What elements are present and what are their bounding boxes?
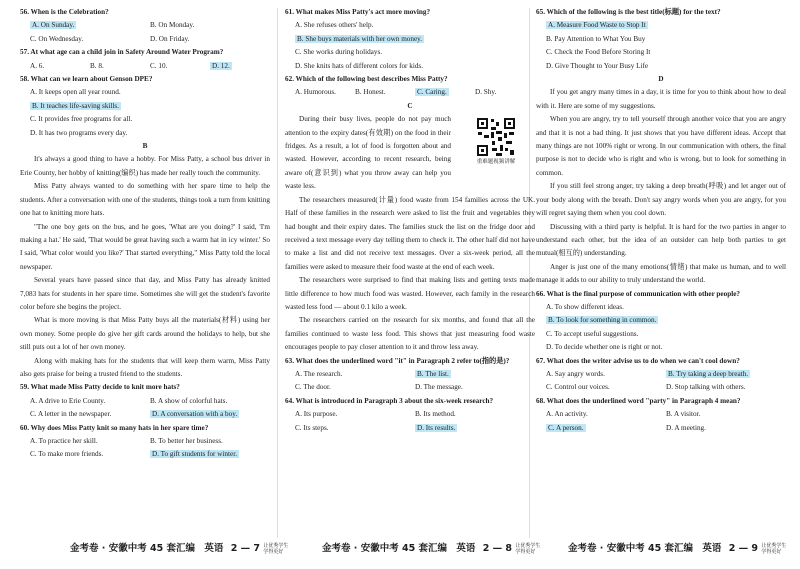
column-divider-1 [277, 8, 278, 538]
option-68d[interactable]: D. A meeting. [666, 423, 706, 432]
passage-c-p3: The researchers were surprised to find that making lists and getting texts made little difference to how much food was wasted. However, each family in the research wasted less food — about 0.1 kilo a week. [285, 276, 535, 311]
option-65b[interactable]: B. Pay Attention to What You Buy [546, 34, 646, 43]
passage-d-p1: If you get angry many times in a day, it is time for you to think about how to deal with it. Here are some of my suggestions. [536, 88, 786, 110]
passage-d-p2: When you are angry, try to tell yourself through another voice that you are angry and that it is not a bad thing. It just shows that you have different ideas. Accept that many things are not 100% right or wrong. In our communication with others, the final purpose is not to decide who is right and who is wrong, but to look for something in common. [536, 115, 786, 177]
qr-code-block[interactable] [457, 117, 535, 166]
option-68b[interactable]: B. A visitor. [666, 410, 701, 419]
passage-d-p4: Discussing with a third party is helpful. It is hard for the two parties in anger to understand each other, but the idea of an outsider can help both parties to get mutual(相互的) understanding. [536, 222, 786, 258]
qr-caption: 重难题视频讲解 [476, 159, 516, 166]
option-60d[interactable]: D. To gift students for winter. [152, 450, 238, 459]
footer-note: 让优秀学生 [515, 542, 541, 549]
passage-c-p1: During their busy lives, people do not pay much attention to the expiry dates(有效期) on the food in their fridges. As a result, a lot of food is forgotten about and wasted. However, according to recent research, being aware of(意识到) what you throw away can help you waste less. [285, 115, 451, 191]
question-63: 63. What does the underlined word "it" in Paragraph 2 refer to(指的是)? [285, 356, 510, 365]
footer-subject: 英语 [204, 543, 224, 554]
option-57c[interactable]: C. 10. [150, 61, 168, 70]
option-66c[interactable]: C. To accept useful suggestions. [546, 329, 639, 338]
option-60b[interactable]: B. To better her business. [150, 437, 223, 445]
passage-b-p4: Several years have passed since that day, and Miss Patty has already knitted 7,083 hats for students in her spare time. Sometimes she will get the student's favorite color before she begins the project. [20, 276, 270, 311]
question-66: 66. What is the final purpose of communication with other people? [536, 289, 740, 298]
option-61d[interactable]: D. She knits hats of different colors for kids. [295, 61, 424, 70]
passage-b-p5: What is more moving is that Miss Patty buys all the materials(材料) using her own money. Some people do give her gift cards around the holidays to help, but she still puts out a lot of her own money. [20, 316, 270, 352]
footer-note: 让优秀学生 [761, 542, 787, 549]
footer-note: 学得更好 [263, 548, 284, 555]
option-61b[interactable]: B. She buys materials with her own money. [297, 34, 423, 43]
footer-subject: 英语 [702, 543, 722, 554]
footer-title: 金考卷 · 安徽中考 45 套汇编 [568, 543, 694, 554]
option-59a[interactable]: A. A drive to Erie County. [30, 396, 106, 405]
question-57: 57. At what age can a child join in Safety Around Water Program? [20, 48, 224, 57]
page-footer-7 [70, 540, 288, 555]
question-65: 65. Which of the following is the best title(标题) for the text? [536, 8, 721, 16]
option-66d[interactable]: D. To decide whether one is right or not. [546, 343, 663, 352]
footer-title: 金考卷 · 安徽中考 45 套汇编 [70, 543, 196, 554]
question-64: 64. What is introduced in Paragraph 3 about the six-week research? [285, 396, 494, 405]
question-60: 60. Why does Miss Patty knit so many hats in her spare time? [20, 423, 209, 432]
question-61: 61. What makes Miss Patty's act more moving? [285, 8, 431, 16]
option-62c[interactable]: C. Caring. [417, 88, 447, 97]
option-56a[interactable]: A. On Sunday. [32, 21, 75, 30]
page-column-1 [20, 6, 270, 462]
option-64c[interactable]: C. Its steps. [295, 423, 329, 432]
option-67a[interactable]: A. Say angry words. [546, 369, 605, 378]
passage-b-p6: Along with making hats for the students that will keep them warm, Miss Patty also gets praise for being a trusted friend to the students. [20, 356, 270, 378]
passage-d-p5: Anger is just one of the many emotions(情绪) that make us human, and to well manage it adds to our ability to truly understand the world. [536, 262, 786, 285]
question-68: 68. What does the underlined word "party" in Paragraph 4 mean? [536, 396, 741, 405]
section-heading-b: B [142, 142, 148, 151]
option-66a[interactable]: A. To show different ideas. [546, 302, 624, 311]
option-68a[interactable]: A. An activity. [546, 410, 588, 419]
page-footer-9 [568, 540, 786, 555]
footer-page-number: 2 — 7 [230, 543, 261, 554]
section-heading-d: D [658, 75, 664, 84]
option-62d[interactable]: D. Shy. [475, 88, 497, 97]
question-58: 58. What can we learn about Genson DPE? [20, 75, 153, 84]
option-64a[interactable]: A. Its purpose. [295, 410, 338, 419]
option-63b[interactable]: B. The list. [417, 369, 449, 378]
option-63c[interactable]: C. The door. [295, 383, 331, 392]
watermark: ​ [83, 251, 97, 293]
option-58d[interactable]: D. It has two programs every day. [30, 128, 128, 137]
option-59c[interactable]: C. A letter in the newspaper. [30, 410, 112, 419]
footer-title: 金考卷 · 安徽中考 45 套汇编 [322, 543, 448, 554]
option-61c[interactable]: C. She works during holidays. [295, 48, 383, 57]
option-58a[interactable]: A. It keeps open all year round. [30, 88, 121, 97]
question-62: 62. Which of the following best describes Miss Patty? [285, 75, 448, 84]
question-56: 56. When is the Celebration? [20, 8, 109, 16]
qr-code-icon [476, 117, 516, 157]
footer-page-number: 2 — 8 [482, 543, 513, 554]
passage-b-p2: Miss Patty always wanted to do something with her spare time to help the students. After a conversation with one of the students, things took a turn from knitting one hat to knitting more hats. [20, 182, 270, 218]
option-63a[interactable]: A. The research. [295, 369, 343, 378]
option-58c[interactable]: C. It provides free programs for all. [30, 115, 133, 124]
option-57a[interactable]: A. 6. [30, 61, 45, 70]
option-66b[interactable]: B. To look for something in common. [548, 316, 657, 325]
option-56d[interactable]: D. On Friday. [150, 34, 190, 43]
option-56b[interactable]: B. On Monday. [150, 21, 195, 30]
option-67b[interactable]: B. Try taking a deep breath. [668, 369, 749, 378]
option-65a[interactable]: A. Measure Food Waste to Stop It [548, 21, 646, 30]
passage-c-p4: The researchers carried on the research for six months, and found that all the families continued to waste less food. This shows that just measuring food waste encourages people to pay closer attention to it and throw less away. [285, 316, 535, 352]
option-67c[interactable]: C. Control our voices. [546, 383, 610, 392]
option-65d[interactable]: D. Give Thought to Your Busy Life [546, 61, 649, 70]
option-67d[interactable]: D. Stop talking with others. [666, 383, 746, 392]
question-67: 67. What does the writer advise us to do when we can't cool down? [536, 356, 740, 365]
option-61a[interactable]: A. She refuses others' help. [295, 21, 374, 30]
page-column-3 [536, 6, 786, 435]
option-68c[interactable]: C. A person. [548, 423, 584, 432]
option-62a[interactable]: A. Humorous. [295, 88, 336, 97]
passage-d-p3: If you still feel strong anger, try taking a deep breath(呼吸) and let anger out of your body along with the breath. Don't say angry words when you are angry, for you will regret saying them when you cool down. [536, 182, 786, 218]
question-59: 59. What made Miss Patty decide to knit more hats? [20, 383, 180, 392]
option-64b[interactable]: B. Its method. [415, 410, 456, 419]
passage-b-p1: It's always a good thing to have a hobby. For Miss Patty, a school bus driver in Erie County, her hobby of knitting(编织) has made her really touch the community. [20, 155, 270, 177]
footer-note: 学得更好 [761, 548, 782, 555]
footer-subject: 英语 [456, 543, 476, 554]
passage-b-p3: "The one boy gets on the bus, and he goes, 'What are you doing?' I said, 'I'm making a hat.' He said, 'That would be great having such a warm hat in icy winter.' So I said, 'What color would you like?' That started everything," Miss Patty told the local newspaper. [20, 222, 270, 271]
footer-page-number: 2 — 9 [728, 543, 759, 554]
option-57b[interactable]: B. 8. [90, 61, 104, 70]
section-heading-c: C [407, 101, 413, 110]
passage-c-p2: The researchers measured(计量) food waste from 154 families across the UK. Half of these families in the research were asked to list the fruit and vegetables they had bought and their expiry dates. The families stuck the list on the fridge door and received a text message every day telling them to check it. The other half did not have to make a list and did not receive text messages. Over a six-week period, all the families were asked to measure their food waste at the end of each week. [285, 195, 535, 271]
option-58b[interactable]: B. It teaches life-saving skills. [32, 101, 120, 110]
option-64d[interactable]: D. Its results. [417, 423, 456, 432]
option-62b[interactable]: B. Honest. [355, 88, 386, 97]
page-column-2 [285, 6, 535, 435]
option-65c[interactable]: C. Check the Food Before Storing It [546, 48, 651, 57]
option-60c[interactable]: C. To make more friends. [30, 450, 104, 459]
page-footer-8 [322, 540, 540, 555]
footer-note: 让优秀学生 [263, 542, 289, 549]
option-59d[interactable]: D. A conversation with a boy. [152, 410, 238, 419]
footer-note: 学得更好 [515, 548, 536, 555]
option-63d[interactable]: D. The message. [415, 383, 463, 392]
option-56c[interactable]: C. On Wednesday. [30, 34, 84, 43]
option-60a[interactable]: A. To practice her skill. [30, 437, 98, 445]
option-57d[interactable]: D. 12. [212, 61, 230, 70]
option-59b[interactable]: B. A show of colorful hats. [150, 396, 228, 405]
